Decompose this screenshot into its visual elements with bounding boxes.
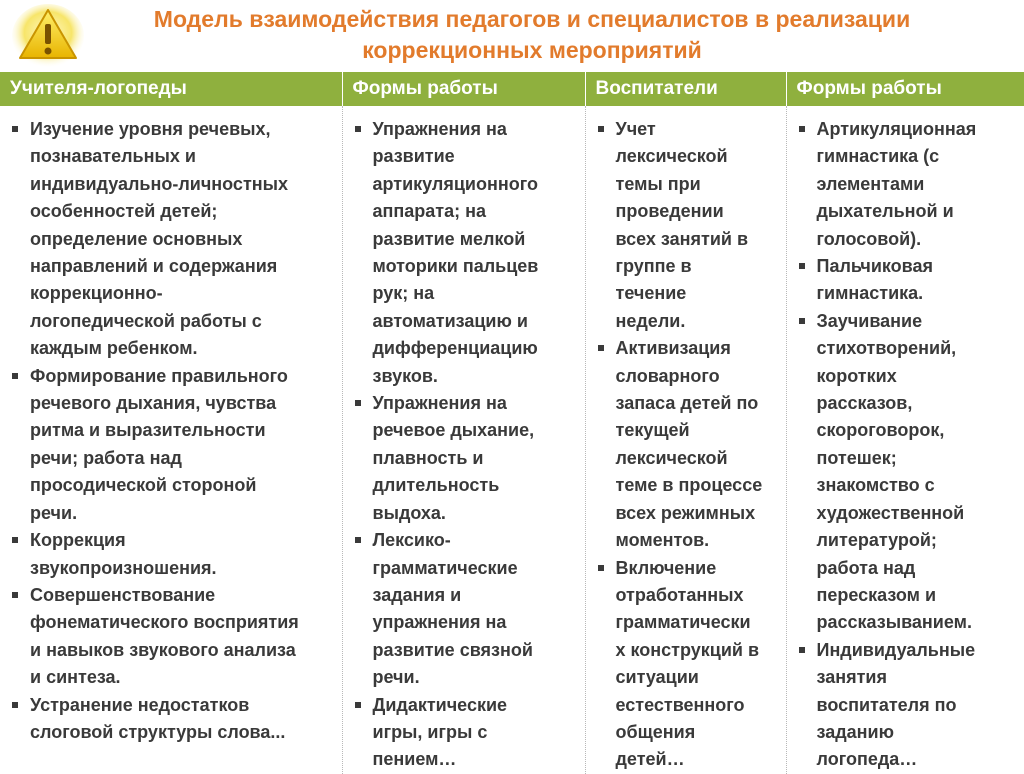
list-item: Учет лексической темы при проведении всех занятий в группе в течение недели. — [596, 116, 780, 335]
list-item: Индивидуальные занятия воспитателя по заданию логопеда… — [797, 637, 1019, 774]
list-item: Упражнения на развитие артикуляционного аппарата; на развитие мелкой моторики пальцев рук; на автоматизацию и дифференциацию звуков. — [353, 116, 579, 390]
title-line-1: Модель взаимодействия педагогов и специалистов в реализации — [153, 6, 911, 32]
speech-therapists-cell — [0, 106, 342, 774]
column-header-educators: Воспитатели — [585, 72, 786, 106]
interaction-table — [0, 72, 1024, 774]
list-item: Активизация словарного запаса детей по текущей лексической теме в процессе всех режимных моментов. — [596, 335, 780, 554]
slide-header — [0, 0, 1024, 72]
list-item: Формирование правильного речевого дыхания, чувства ритма и выразительности речи; работа над просодической стороной речи. — [10, 363, 336, 527]
list-item: Коррекция звукопроизношения. — [10, 527, 336, 582]
column-header-speech-therapists: Учителя-логопеды — [0, 72, 342, 106]
table-header-row — [0, 72, 1024, 106]
page-title — [110, 4, 954, 66]
warning-triangle-icon — [12, 2, 84, 68]
list-item: Пальчиковая гимнастика. — [797, 253, 1019, 308]
work-forms-cell-1 — [342, 106, 585, 774]
list-item: Лексико- грамматические задания и упражнения на развитие связной речи. — [353, 527, 579, 691]
list-item: Дидактические игры, игры с пением… — [353, 692, 579, 774]
list-item: Артикуляционная гимнастика (с элементами дыхательной и голосовой). — [797, 116, 1019, 253]
column-header-work-forms-2: Формы работы — [786, 72, 1024, 106]
list-item: Изучение уровня речевых, познавательных и индивидуально-личностных особенностей детей; определение основных направлений и содержания коррекционно- логопедической работы с каждым ребенком. — [10, 116, 336, 363]
list-item: Устранение недостатков слоговой структуры слова... — [10, 692, 336, 747]
work-forms-cell-2 — [786, 106, 1024, 774]
bullet-list — [353, 116, 579, 774]
list-item: Заучивание стихотворений, коротких рассказов, скороговорок, потешек; знакомство с художественной литературой; работа над пересказом и рассказыванием. — [797, 308, 1019, 637]
bullet-list — [596, 116, 780, 774]
list-item: Упражнения на речевое дыхание, плавность и длительность выдоха. — [353, 390, 579, 527]
list-item: Совершенствование фонематического восприятия и навыков звукового анализа и синтеза. — [10, 582, 336, 692]
bullet-list — [10, 116, 336, 746]
bullet-list — [797, 116, 1019, 774]
educators-cell — [585, 106, 786, 774]
table-body-row — [0, 106, 1024, 774]
column-header-work-forms-1: Формы работы — [342, 72, 585, 106]
title-line-2: коррекционных мероприятий — [362, 37, 702, 63]
list-item: Включение отработанных грамматически х конструкций в ситуации естественного общения детей… — [596, 555, 780, 774]
